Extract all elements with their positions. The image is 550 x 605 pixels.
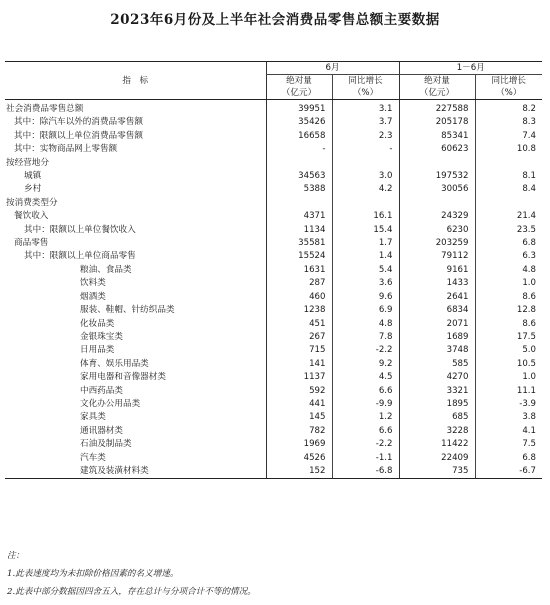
ytd-abs-value: 685 — [399, 411, 475, 424]
table-row — [5, 318, 542, 331]
table-row — [5, 344, 542, 357]
row-label: 通讯器材类 — [80, 425, 123, 436]
row-label: 餐饮收入 — [14, 211, 49, 222]
june-yoy-value: 6.9 — [332, 304, 399, 317]
ytd-abs-value: 1433 — [399, 277, 475, 290]
june-abs-value: 4526 — [266, 452, 332, 465]
row-label: 粮油、食品类 — [80, 264, 132, 275]
june-yoy-value: -6.8 — [332, 465, 399, 479]
june-yoy-value: -9.9 — [332, 398, 399, 411]
june-yoy-value — [332, 197, 399, 210]
row-label: 文化办公用品类 — [80, 398, 141, 409]
row-label: 建筑及装潢材料类 — [5, 465, 266, 479]
row-label: 化妆品类 — [80, 318, 115, 329]
june-abs-value: 16658 — [266, 130, 332, 143]
june-yoy-value: - — [332, 143, 399, 156]
ytd-abs-value: 22409 — [399, 452, 475, 465]
june-yoy-value: 9.6 — [332, 291, 399, 304]
table-row — [5, 438, 542, 451]
june-abs-value: 15524 — [266, 250, 332, 263]
table-row — [5, 277, 542, 290]
ytd-yoy-header: 同比增长 — [475, 75, 542, 88]
ytd-yoy-value: 7.4 — [475, 130, 542, 143]
row-label: 城镇 — [24, 171, 42, 182]
row-label: 按消费类型分 — [6, 197, 58, 208]
table-row — [5, 371, 542, 384]
june-yoy-value: 3.7 — [332, 116, 399, 129]
table-row — [5, 237, 542, 250]
june-abs-value: 34563 — [266, 170, 332, 183]
june-abs-value: 715 — [266, 344, 332, 357]
ytd-abs-value: 3748 — [399, 344, 475, 357]
june-yoy-value: 4.2 — [332, 183, 399, 196]
june-abs-value: 592 — [266, 385, 332, 398]
ytd-yoy-value: 10.8 — [475, 143, 542, 156]
june-abs-value: 1238 — [266, 304, 332, 317]
ytd-yoy-value: 8.4 — [475, 183, 542, 196]
june-abs-value: 152 — [266, 465, 332, 479]
june-abs-value: 39951 — [266, 100, 332, 117]
table-row — [5, 304, 542, 317]
ytd-abs-value: 9161 — [399, 264, 475, 277]
june-yoy-value: 7.8 — [332, 331, 399, 344]
row-label: 商品零售 — [14, 238, 49, 249]
june-abs-value: 287 — [266, 277, 332, 290]
ytd-yoy-value: 6.8 — [475, 452, 542, 465]
ytd-yoy-value: 8.6 — [475, 291, 542, 304]
ytd-yoy-value: 4.8 — [475, 264, 542, 277]
table-row — [5, 250, 542, 263]
june-yoy-unit: （%） — [332, 87, 399, 100]
june-abs-value: 267 — [266, 331, 332, 344]
june-abs-value: 141 — [266, 358, 332, 371]
table-row — [5, 331, 542, 344]
table-row — [5, 183, 542, 196]
june-yoy-value: 6.6 — [332, 425, 399, 438]
ytd-abs-value: 1895 — [399, 398, 475, 411]
row-label: 家用电器和音像器材类 — [80, 372, 166, 383]
retail-sales-table — [5, 61, 542, 479]
june-yoy-value: 4.8 — [332, 318, 399, 331]
ytd-abs-value: 227588 — [399, 100, 475, 117]
ytd-abs-value: 24329 — [399, 210, 475, 223]
june-abs-value: 782 — [266, 425, 332, 438]
table-row — [5, 452, 542, 465]
june-abs-value: 460 — [266, 291, 332, 304]
ytd-yoy-value: 12.8 — [475, 304, 542, 317]
table-row — [5, 143, 542, 156]
table-row — [5, 157, 542, 170]
note-2: 2.此表中部分数据因四舍五入，存在总计与分项合计不等的情况。 — [7, 587, 256, 597]
row-label: 按经营地分 — [6, 157, 49, 168]
table-row — [5, 197, 542, 210]
ytd-abs-unit: （亿元） — [399, 87, 475, 100]
june-yoy-value: -1.1 — [332, 452, 399, 465]
row-label: 其中：实物商品网上零售额 — [14, 144, 118, 155]
table-row — [5, 264, 542, 277]
row-label: 社会消费品零售总额 — [6, 104, 84, 114]
june-abs-value: 441 — [266, 398, 332, 411]
ytd-yoy-value: 8.6 — [475, 318, 542, 331]
table-row — [5, 210, 542, 223]
ytd-header: 1－6月 — [399, 62, 542, 75]
table-row — [5, 291, 542, 304]
june-yoy-value: 3.1 — [332, 100, 399, 117]
ytd-abs-value: 203259 — [399, 237, 475, 250]
page-title: 2023年6月份及上半年社会消费品零售总额主要数据 — [110, 12, 440, 28]
june-abs-value: 35426 — [266, 116, 332, 129]
ytd-abs-value: 3321 — [399, 385, 475, 398]
june-yoy-value: 6.6 — [332, 385, 399, 398]
table-row — [5, 116, 542, 129]
note-1: 1.此表速度均为未扣除价格因素的名义增速。 — [7, 569, 179, 579]
ytd-abs-header: 绝对量 — [399, 75, 475, 88]
june-abs-value: 35581 — [266, 237, 332, 250]
ytd-abs-value: 205178 — [399, 116, 475, 129]
ytd-abs-value: 3228 — [399, 425, 475, 438]
june-yoy-value — [332, 157, 399, 170]
row-label: 体育、娱乐用品类 — [80, 358, 149, 369]
ytd-yoy-value: 3.8 — [475, 411, 542, 424]
ytd-abs-value: 197532 — [399, 170, 475, 183]
ytd-abs-value: 85341 — [399, 130, 475, 143]
ytd-yoy-value: 8.1 — [475, 170, 542, 183]
table-row — [5, 398, 542, 411]
row-label: 其中：限额以上单位消费品零售额 — [14, 130, 143, 141]
june-yoy-header: 同比增长 — [332, 75, 399, 88]
ytd-yoy-value: 21.4 — [475, 210, 542, 223]
ytd-yoy-value: 11.1 — [475, 385, 542, 398]
june-abs-value: 145 — [266, 411, 332, 424]
ytd-abs-value: 30056 — [399, 183, 475, 196]
june-abs-header: 绝对量 — [266, 75, 332, 88]
table-row — [5, 385, 542, 398]
row-label: 其中：除汽车以外的消费品零售额 — [14, 117, 143, 128]
ytd-yoy-value: -6.7 — [475, 465, 542, 479]
table-body — [5, 100, 542, 479]
ytd-abs-value: 2071 — [399, 318, 475, 331]
ytd-yoy-value — [475, 197, 542, 210]
june-yoy-value: 15.4 — [332, 224, 399, 237]
table-row — [5, 224, 542, 237]
june-abs-value: 1137 — [266, 371, 332, 384]
ytd-yoy-value: 17.5 — [475, 331, 542, 344]
june-abs-value: 5388 — [266, 183, 332, 196]
june-abs-value: 1134 — [266, 224, 332, 237]
june-yoy-value: -2.2 — [332, 344, 399, 357]
ytd-abs-value: 4270 — [399, 371, 475, 384]
ytd-yoy-value: 23.5 — [475, 224, 542, 237]
row-label: 服装、鞋帽、针纺织品类 — [80, 305, 175, 316]
table-row — [5, 411, 542, 424]
table-row — [5, 465, 542, 479]
ytd-yoy-value: -3.9 — [475, 398, 542, 411]
june-yoy-value: 16.1 — [332, 210, 399, 223]
row-label: 其中：限额以上单位商品零售 — [24, 251, 136, 262]
indicator-header: 指 标 — [5, 62, 266, 100]
ytd-abs-value: 11422 — [399, 438, 475, 451]
ytd-yoy-value: 5.0 — [475, 344, 542, 357]
june-abs-value: 4371 — [266, 210, 332, 223]
ytd-yoy-value: 8.2 — [475, 100, 542, 117]
ytd-yoy-value: 10.5 — [475, 358, 542, 371]
ytd-abs-value: 2641 — [399, 291, 475, 304]
ytd-abs-value: 1689 — [399, 331, 475, 344]
june-abs-value — [266, 157, 332, 170]
ytd-abs-value: 60623 — [399, 143, 475, 156]
june-yoy-value: 2.3 — [332, 130, 399, 143]
table-row — [5, 425, 542, 438]
june-yoy-value: 3.6 — [332, 277, 399, 290]
ytd-yoy-value: 6.3 — [475, 250, 542, 263]
row-label: 金银珠宝类 — [80, 331, 123, 342]
june-yoy-value: 5.4 — [332, 264, 399, 277]
table-row — [5, 358, 542, 371]
ytd-abs-value: 6834 — [399, 304, 475, 317]
june-header: 6月 — [266, 62, 399, 75]
june-yoy-value: 4.5 — [332, 371, 399, 384]
ytd-abs-value: 79112 — [399, 250, 475, 263]
june-abs-value: 451 — [266, 318, 332, 331]
ytd-yoy-value: 7.5 — [475, 438, 542, 451]
june-yoy-value: 1.4 — [332, 250, 399, 263]
ytd-yoy-unit: （%） — [475, 87, 542, 100]
june-yoy-value: 9.2 — [332, 358, 399, 371]
row-label: 烟酒类 — [80, 291, 106, 302]
june-yoy-value: 1.2 — [332, 411, 399, 424]
ytd-abs-value: 735 — [399, 465, 475, 479]
ytd-yoy-value: 1.0 — [475, 371, 542, 384]
row-label: 其中：限额以上单位餐饮收入 — [24, 224, 136, 235]
ytd-yoy-value: 1.0 — [475, 277, 542, 290]
june-abs-unit: （亿元） — [266, 87, 332, 100]
ytd-yoy-value — [475, 157, 542, 170]
row-label: 日用品类 — [80, 345, 115, 356]
notes-heading: 注： — [7, 551, 25, 561]
row-label: 汽车类 — [80, 452, 106, 463]
june-yoy-value: 1.7 — [332, 237, 399, 250]
ytd-abs-value — [399, 157, 475, 170]
row-label: 石油及制品类 — [80, 439, 132, 450]
ytd-abs-value: 585 — [399, 358, 475, 371]
june-yoy-value: -2.2 — [332, 438, 399, 451]
ytd-yoy-value: 8.3 — [475, 116, 542, 129]
table-row — [5, 170, 542, 183]
ytd-yoy-value: 4.1 — [475, 425, 542, 438]
ytd-yoy-value: 6.8 — [475, 237, 542, 250]
row-label: 乡村 — [24, 184, 42, 195]
june-abs-value: 1631 — [266, 264, 332, 277]
row-label: 饮料类 — [80, 278, 106, 289]
table-row — [5, 100, 542, 117]
row-label: 中西药品类 — [80, 385, 123, 396]
june-abs-value — [266, 197, 332, 210]
table-row — [5, 130, 542, 143]
ytd-abs-value — [399, 197, 475, 210]
ytd-abs-value: 6230 — [399, 224, 475, 237]
row-label: 家具类 — [80, 412, 106, 423]
june-abs-value: 1969 — [266, 438, 332, 451]
june-abs-value: - — [266, 143, 332, 156]
june-yoy-value: 3.0 — [332, 170, 399, 183]
footnotes — [7, 550, 256, 604]
